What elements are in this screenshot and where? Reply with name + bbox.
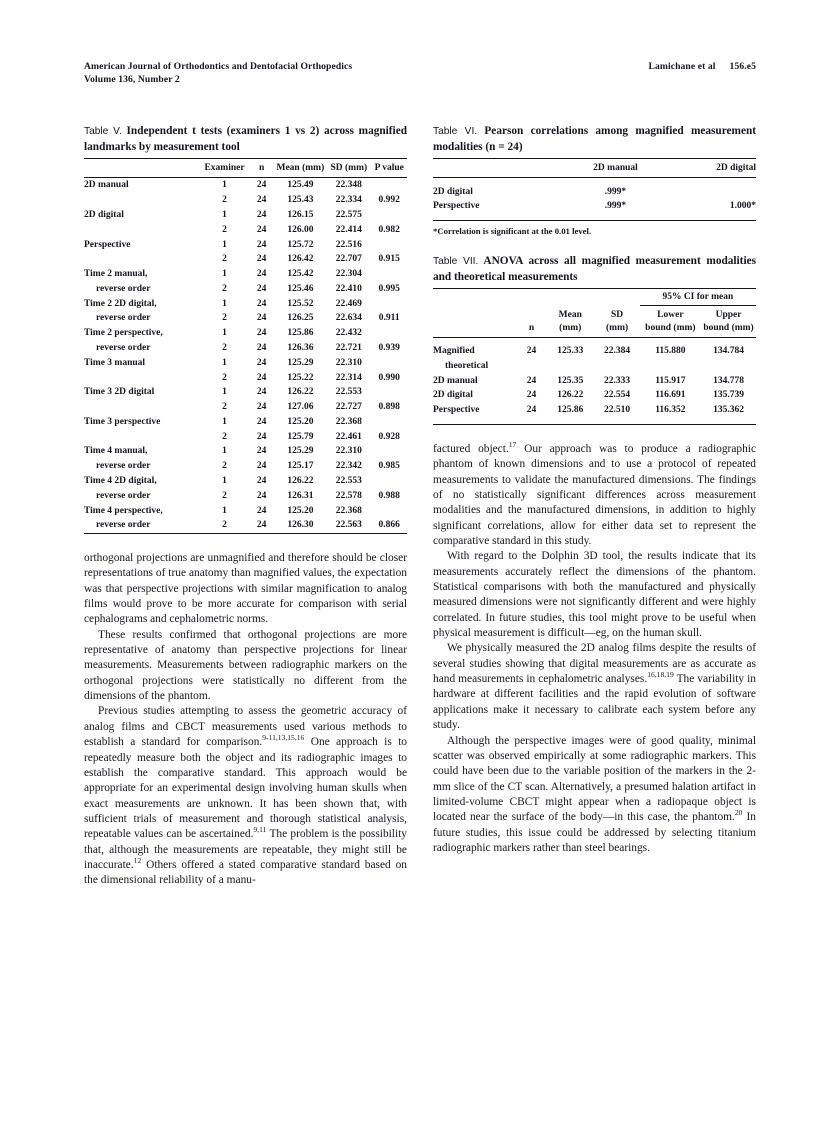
table-vii-group-header-row [433,289,756,306]
cell-pvalue: 0.990 [378,372,400,383]
cell-mean: 125.17 [287,461,314,472]
cell-sd: 22.310 [335,446,362,457]
table-row-continuation [433,359,756,374]
table-row [433,388,756,403]
table-row [84,326,407,341]
cell-n: 24 [526,345,537,356]
table-v-col-sd: SD (mm) [330,163,368,174]
table-vii-col-mean-l1: Mean [558,310,582,320]
cell-pvalue [371,474,407,489]
row-label: Time 2 perspective, [84,328,163,339]
table-v-number: Table V. [84,126,122,137]
table-vi-header-row [433,159,756,178]
table-vi-number: Table VI. [433,126,478,137]
cell-mean: 125.42 [287,269,314,280]
row-label-line2: theoretical [445,360,489,371]
row-label: Time 2 2D digital, [84,298,157,309]
cell-pvalue: 0.898 [378,402,400,413]
cell-n: 24 [256,387,267,398]
paragraph-factured-object [433,442,756,549]
cell-examiner: 2 [222,520,227,531]
cell-n: 24 [256,357,267,368]
table-vi-col-blank [433,159,562,178]
cell-upper-bound: 134.778 [713,375,744,386]
cell-sd: 22.333 [604,375,631,386]
cell-sd: 22.721 [335,342,362,353]
cell-mean: 125.86 [287,328,314,339]
row-label: Time 4 perspective, [84,505,163,516]
row-label: Perspective [84,239,131,250]
table-row [84,252,407,267]
cell-sd: 22.314 [335,372,362,383]
para3-text-b: One approach is to repeatedly measure both the object and its radiographic images to establish the comparative standard. This approach would be appropriate for an experimental design involving human skulls when exact measurements are unknown. It has been shown that, with sufficient trials of measurement and thorough statistical analysis, repeatable values can be ascertained. [84,736,407,841]
paragraph-previous-studies [84,704,407,888]
table-row [433,199,756,214]
row-label [84,400,200,415]
cell-mean: 127.06 [287,402,314,413]
table-v-caption-text: Independent t tests (examiners 1 vs 2) across magnified landmarks by measurement tool [84,125,407,153]
cell-pvalue: 0.985 [378,461,400,472]
cell-n: 24 [256,195,267,206]
cell-sd: 22.510 [604,405,631,416]
cell-sd: 22.554 [604,390,631,401]
table-vii-ci-group-label: 95% CI for mean [640,289,756,306]
cell-sd: 22.334 [335,195,362,206]
cell-lower-bound: 116.352 [655,405,686,416]
row-label: reverse order [96,283,151,294]
journal-volume: Volume 136, Number 2 [84,74,180,86]
cell-examiner: 2 [222,195,227,206]
cell-examiner: 1 [222,269,227,280]
cell-examiner: 1 [222,180,227,191]
table-vii-subheader-line1 [433,306,756,322]
table-row [84,223,407,238]
paragraph-continuation: orthogonal projections are unmagnified and therefore should be closer representations of true anatomy than magnified values, the expectation was that perspective projections with similar magnification to analog films would prove to be more accurate for comparison with serial cephalograms and cephalometric norms. [84,552,407,626]
cell-examiner: 2 [222,402,227,413]
table-row [84,178,407,193]
cell-mean: 125.22 [287,372,314,383]
cell-empty [640,359,701,374]
row-label: reverse order [96,342,151,353]
paragraph-analog-films [433,641,756,733]
cell-sd: 22.310 [335,357,362,368]
running-head [84,60,756,86]
cell-pvalue: 0.995 [378,283,400,294]
rpara1-text-b: Our approach was to produce a radiographic phantom of known dimensions and to use a protocol of repeated measurements to validate the manufactured dimensions. The findings of no statistically significant differences across measurement modalities and the manufactured dimensions, in addition to highly significant correlations, allow for either data set to represent the comparative standard in this study. [433,442,756,548]
cell-examiner: 2 [222,342,227,353]
row-label [84,370,200,385]
cell-n: 24 [256,490,267,501]
cell-pvalue: 0.915 [378,254,400,265]
cell-pvalue [371,444,407,459]
table-row [84,459,407,474]
cell-mean: 125.79 [287,431,314,442]
cell-sd: 22.432 [335,328,362,339]
row-label: reverse order [96,461,151,472]
cell-sd: 22.634 [335,313,362,324]
running-head-right [648,60,756,73]
table-row [84,430,407,445]
table-row [84,444,407,459]
row-label: Time 3 perspective [84,416,161,427]
cell-examiner: 1 [222,505,227,516]
table-v-col-n: n [258,163,265,174]
cell-upper-bound: 135.739 [713,390,744,401]
page-number: 156.e5 [729,61,756,72]
table-v [84,158,407,533]
cell-sd: 22.348 [335,180,362,191]
cell-mean: 125.52 [287,298,314,309]
cell-pvalue: 0.866 [378,520,400,531]
cell-n: 24 [256,520,267,531]
cell-mean: 126.22 [557,390,584,401]
table-row [84,474,407,489]
row-label: Time 2 manual, [84,269,148,280]
table-row [433,184,756,199]
cell-n: 24 [256,328,267,339]
cell-n: 24 [256,269,267,280]
cell-examiner: 2 [222,431,227,442]
row-label: 2D digital [433,390,473,401]
cell-pvalue: 0.988 [378,490,400,501]
table-row [84,282,407,297]
citation-ref-9-16: 9-11,13,15,16 [262,733,305,743]
table-vii [433,288,756,424]
table-v-body [84,178,407,533]
table-vii-spacer [433,337,756,344]
rpara1-text-a: factured object. [433,442,509,455]
table-vii-bottom-rule [433,424,756,425]
table-vii-body [433,337,756,424]
table-vi-caption-text: Pearson correlations among magnified measurement modalities (n = 24) [433,125,756,153]
cell-mean: 126.00 [287,224,314,235]
table-row [84,503,407,518]
para3-text-c: The problem is the possibility that, although the measurements are repeatable, they might still be inaccurate. [84,828,407,871]
cell-pvalue [371,503,407,518]
cell-examiner: 1 [222,387,227,398]
cell-pvalue [371,297,407,312]
cell-sd: 22.578 [335,490,362,501]
citation-ref-9-11: 9,11 [253,825,267,835]
cell-sd: 22.469 [335,298,362,309]
cell-2d-manual: .999* [604,201,627,212]
table-row [84,311,407,326]
cell-sd: 22.516 [335,239,362,250]
cell-pvalue [371,385,407,400]
cell-examiner: 2 [222,254,227,265]
cell-mean: 125.33 [557,345,584,356]
table-v-col-mean: Mean (mm) [276,163,325,174]
cell-empty [701,359,756,374]
cell-mean: 125.20 [287,505,314,516]
table-row [433,403,756,418]
cell-sd: 22.368 [335,505,362,516]
row-label: 2D digital [84,209,124,220]
cell-examiner: 1 [222,476,227,486]
table-vii-col-upper-l1: Upper [715,310,742,320]
cell-empty [546,359,594,374]
cell-lower-bound: 116.691 [655,390,686,401]
cell-examiner: 1 [222,209,227,220]
table-row [433,373,756,388]
table-vi-col-2d-manual: 2D manual [593,163,638,174]
page-columns [84,124,756,889]
cell-pvalue [371,237,407,252]
cell-n: 24 [526,375,537,386]
row-label: reverse order [96,520,151,531]
author-citation: Lamichane et al [648,61,716,72]
cell-2d-digital: 1.000* [729,201,756,212]
row-label [84,252,200,267]
cell-mean: 126.42 [287,254,314,265]
rpara4-text-b: In future studies, this issue could be addressed by selecting titanium radiographic markers rather than steel bearings. [433,811,756,854]
cell-sd: 22.342 [335,461,362,472]
cell-pvalue [371,208,407,223]
cell-mean: 126.36 [287,342,314,353]
cell-lower-bound: 115.880 [655,345,686,356]
cell-sd: 22.368 [335,416,362,427]
cell-mean: 125.20 [287,416,314,427]
cell-n: 24 [256,342,267,353]
row-label: 2D manual [84,180,129,191]
cell-mean: 126.22 [287,476,314,486]
table-row [84,193,407,208]
cell-n: 24 [256,461,267,472]
cell-pvalue [371,267,407,282]
cell-n: 24 [526,405,537,416]
cell-examiner: 2 [222,224,227,235]
rpara3-text-b: The variability in hardware at different facilities and the rapid evolution of software applications make it necessary to calibrate each system before any study. [433,673,756,732]
table-v-col-blank [84,159,200,178]
cell-mean: 126.25 [287,313,314,324]
cell-examiner: 2 [222,461,227,472]
row-label: Time 4 manual, [84,446,148,457]
table-row [84,400,407,415]
cell-empty [517,359,546,374]
table-vii-col-n: n [528,322,535,333]
cell-examiner: 1 [222,298,227,309]
cell-n: 24 [256,476,267,486]
cell-examiner: 2 [222,313,227,324]
cell-n: 24 [256,431,267,442]
table-vi-body [433,178,756,220]
cell-upper-bound: 135.362 [713,405,744,416]
cell-n: 24 [256,402,267,413]
cell-n: 24 [256,224,267,235]
cell-pvalue: 0.911 [378,313,400,324]
row-label: Time 4 2D digital, [84,476,157,486]
left-column [84,124,407,889]
cell-mean: 125.49 [287,180,314,191]
table-vii-col-mean-l2: (mm) [559,322,582,333]
table-row [84,518,407,533]
table-vii-col-upper-l2: bound (mm) [703,322,754,333]
table-row [84,370,407,385]
cell-n: 24 [256,372,267,383]
row-label [84,430,200,445]
cell-mean: 125.35 [557,375,584,386]
cell-pvalue [371,415,407,430]
paragraph-results-confirmed: These results confirmed that orthogonal projections are more representative of anatomy than perspective projections for linear measurements. Measurements between radiographic markers on the orthogonal projections were statistically no different from the dimensions of the phantom. [84,628,407,703]
table-vii-subheader-line2 [433,322,756,338]
row-label: 2D manual [433,375,478,386]
table-v-col-examiner: Examiner [204,163,245,174]
cell-2d-manual: .999* [604,186,627,197]
table-vi-col-2d-digital: 2D digital [716,163,756,174]
cell-n: 24 [256,283,267,294]
rpara4-text-a: Although the perspective images were of good quality, minimal scatter was observed empirically at some radiographic markers. This could have been due to the variable position of the markers in the 2-mm slice of the CT scan. Alternatively, a presumed halation artifact in limited-volume CBCT might appear when a radiopaque object is located near the surface of the body—in this case, the phantom. [433,734,756,824]
table-vii-col-lower-l2: bound (mm) [645,322,696,333]
table-v-bottom-rule [84,533,407,534]
table-v-block [84,124,407,534]
table-row [84,415,407,430]
cell-sd: 22.575 [335,209,362,220]
cell-sd: 22.304 [335,269,362,280]
table-row [84,267,407,282]
table-vi-block [433,124,756,237]
table-vii-col-sd-l1: SD [611,310,624,320]
cell-pvalue: 0.992 [378,195,400,206]
cell-mean: 126.22 [287,387,314,398]
citation-ref-17: 17 [508,440,517,450]
cell-pvalue: 0.982 [378,224,400,235]
cell-examiner: 1 [222,239,227,250]
cell-examiner: 1 [222,446,227,457]
table-v-col-pvalue: P value [374,163,404,174]
row-label: reverse order [96,490,151,501]
citation-ref-16-19: 16,18,19 [647,670,674,680]
cell-pvalue: 0.928 [378,431,400,442]
cell-empty [594,359,639,374]
cell-sd: 22.707 [335,254,362,265]
cell-n: 24 [256,313,267,324]
cell-examiner: 1 [222,416,227,427]
row-label [84,223,200,238]
cell-sd: 22.414 [335,224,362,235]
table-row [84,341,407,356]
table-vii-col-lower-l1: Lower [657,310,684,320]
cell-n: 24 [256,446,267,457]
table-row [84,208,407,223]
cell-sd: 22.461 [335,431,362,442]
cell-pvalue [371,178,407,193]
cell-sd: 22.384 [604,345,631,356]
table-vii-block [433,254,756,425]
cell-n: 24 [256,298,267,309]
table-vi-caption [433,124,756,154]
cell-mean: 126.15 [287,209,314,220]
cell-mean: 126.30 [287,520,314,531]
cell-mean: 125.29 [287,357,314,368]
paragraph-dolphin-3d: With regard to the Dolphin 3D tool, the results indicate that its measurements accurately reflect the dimensions of the phantom. Statistical comparisons with both the manufactured and physically measured dimensions were not significantly different and were highly correlated. In future studies, this tool might prove to be useful when physical measurement is difficult—eg, on the human skull. [433,550,756,640]
cell-examiner: 1 [222,328,227,339]
row-label: reverse order [96,313,151,324]
row-label: 2D digital [433,186,473,197]
cell-pvalue [371,356,407,371]
cell-2d-digital [669,184,756,199]
table-vii-caption [433,254,756,284]
table-vi-spacer [433,178,756,185]
cell-sd: 22.553 [335,476,362,486]
table-row [84,385,407,400]
row-label: Magnified [433,345,475,356]
cell-sd: 22.410 [335,283,362,294]
cell-pvalue [371,326,407,341]
right-column [433,124,756,889]
cell-sd: 22.553 [335,387,362,398]
table-vii-number: Table VII. [433,256,479,268]
para3-text-a: Previous studies attempting to assess the geometric accuracy of analog films and CBCT measurements used various methods to establish a standard for comparison. [84,705,407,749]
table-vi-footnote: *Correlation is significant at the 0.01 level. [433,226,592,237]
cell-n: 24 [256,180,267,191]
journal-name: American Journal of Orthodontics and Dentofacial Orthopedics [84,61,353,72]
table-row [433,344,756,359]
left-column-text [84,551,407,889]
row-label: Perspective [433,405,480,416]
cell-mean: 125.86 [557,405,584,416]
cell-n: 24 [256,209,267,220]
cell-n: 24 [256,416,267,427]
para3-text-d: Others offered a stated comparative standard based on the dimensional reliability of a manu- [84,858,407,887]
cell-lower-bound: 115.917 [655,375,686,386]
table-vii-caption-text: ANOVA across all magnified measurement modalities and theoretical measurements [433,255,756,283]
cell-sd: 22.563 [335,520,362,531]
cell-examiner: 2 [222,283,227,294]
table-v-header-row [84,159,407,178]
cell-examiner: 1 [222,357,227,368]
table-vii-col-sd-l2: (mm) [606,322,629,333]
cell-n: 24 [256,254,267,265]
table-row [84,237,407,252]
right-column-text [433,442,756,856]
row-label: Time 3 2D digital [84,387,155,398]
journal-info [84,60,352,86]
table-row [84,356,407,371]
citation-ref-12: 12 [133,856,142,866]
row-label [84,193,200,208]
table-row [84,297,407,312]
cell-mean: 125.46 [287,283,314,294]
cell-mean: 126.31 [287,490,314,501]
rpara3-text-a: We physically measured the 2D analog films despite the results of several studies showing that digital measurements are as accurate as hand measurements in cephalometric analyses. [433,642,756,686]
cell-upper-bound: 134.784 [713,345,744,356]
paragraph-perspective-images [433,734,756,857]
cell-n: 24 [256,239,267,250]
cell-examiner: 2 [222,490,227,501]
row-label: Perspective [433,201,480,212]
table-row [84,489,407,504]
cell-pvalue: 0.939 [378,342,400,353]
cell-mean: 125.29 [287,446,314,457]
citation-ref-20: 20 [734,808,743,818]
cell-n: 24 [256,505,267,516]
table-v-caption [84,124,407,154]
cell-sd: 22.727 [335,402,362,413]
row-label: Time 3 manual [84,357,146,368]
cell-mean: 125.72 [287,239,314,250]
cell-mean: 125.43 [287,195,314,206]
cell-n: 24 [526,390,537,401]
cell-examiner: 2 [222,372,227,383]
table-vi [433,158,756,220]
